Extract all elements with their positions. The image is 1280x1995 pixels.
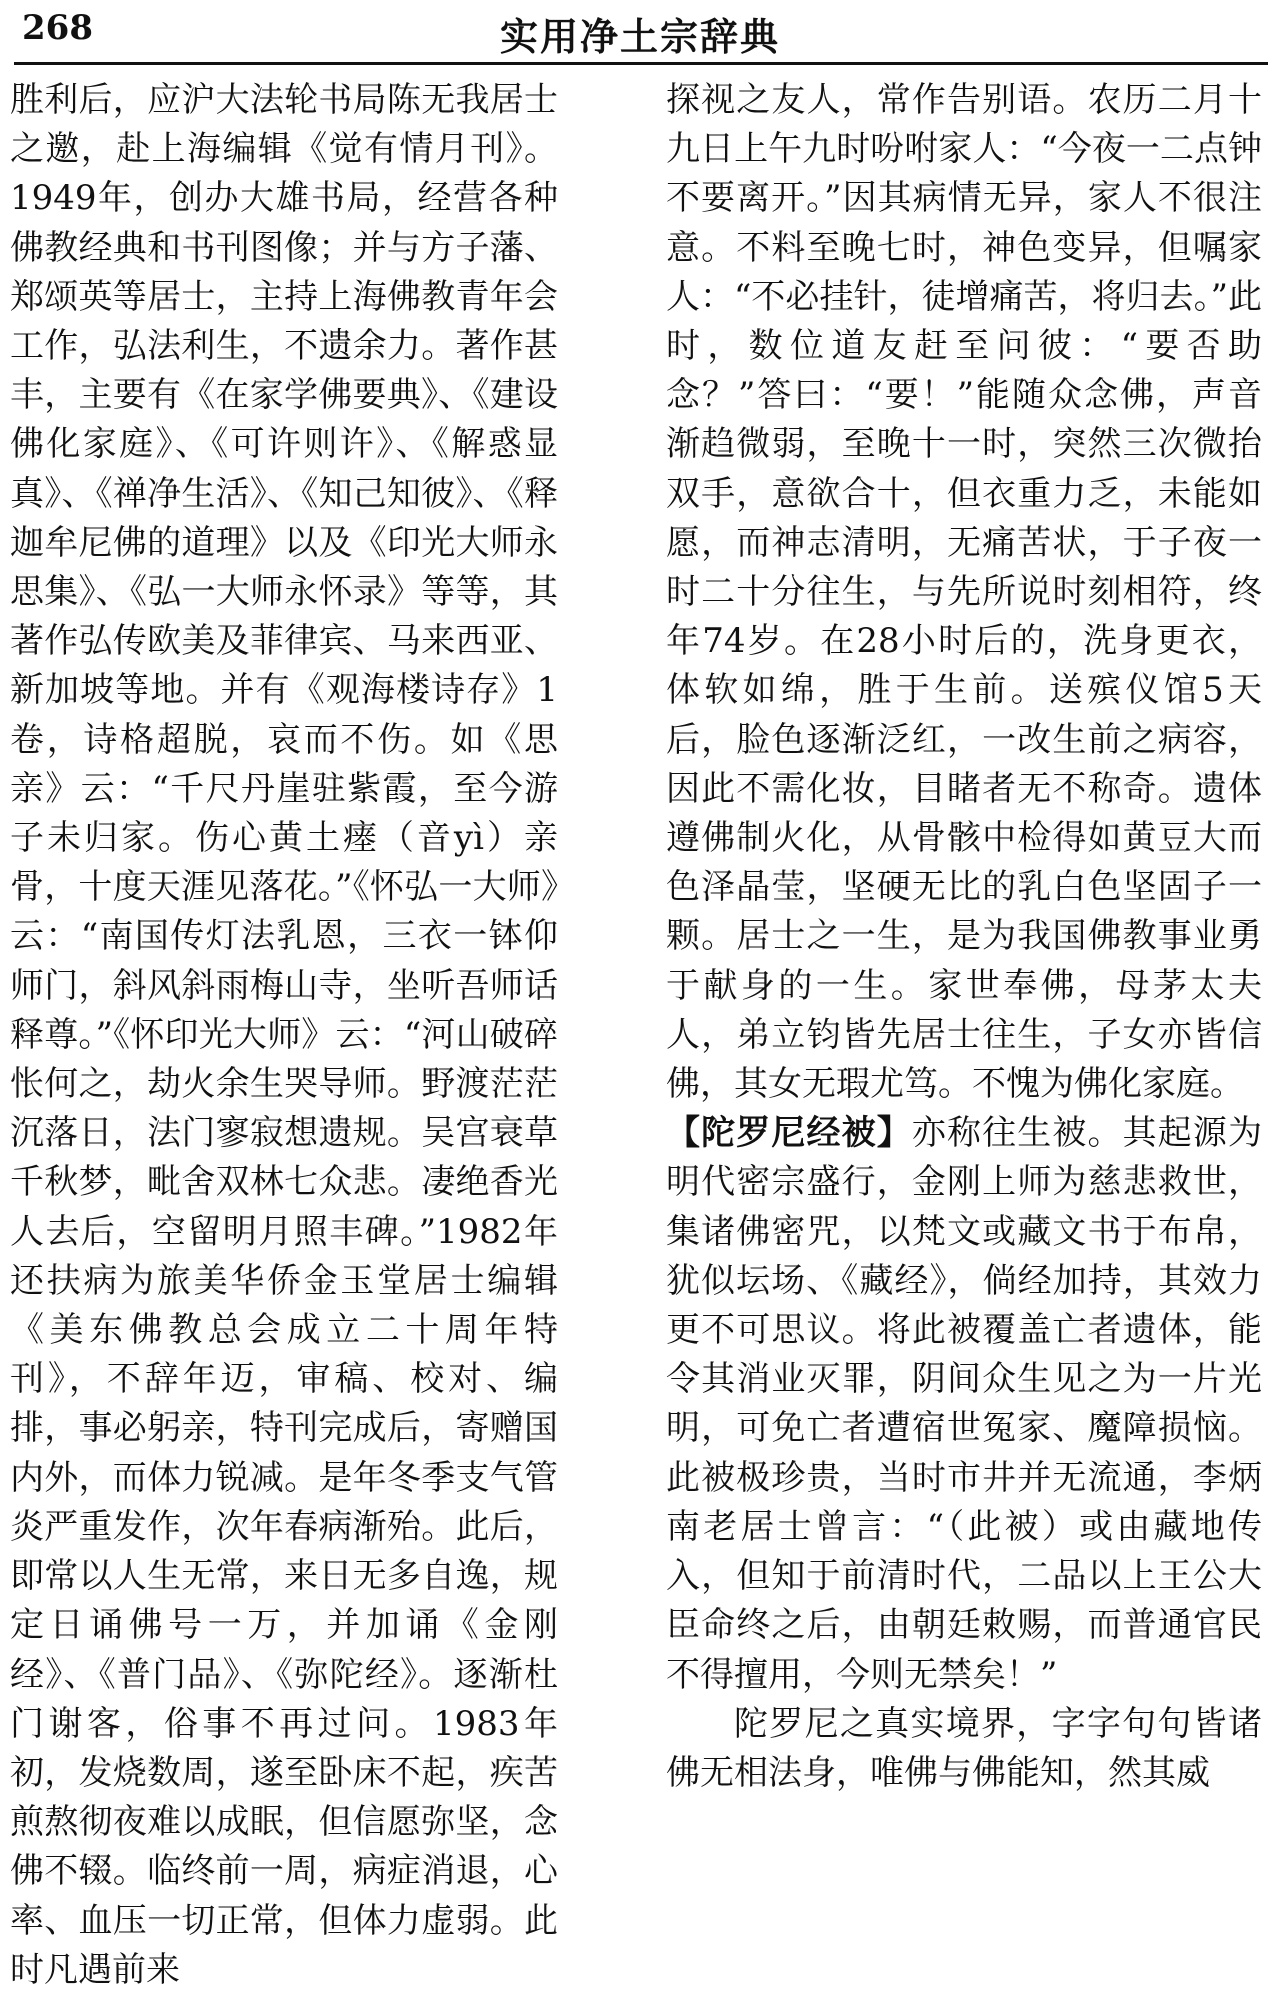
dictionary-entry (666, 1109, 1262, 1699)
header-rule (14, 62, 1268, 65)
left-column (10, 76, 558, 1990)
page-header (0, 0, 1280, 80)
left-column-text: 胜利后，应沪大法轮书局陈无我居士之邀，赴上海编辑《觉有情月刊》。1949年，创办大雄书局，经营各种佛教经典和书刊图像；并与方子藩、郑颂英等居士，主持上海佛教青年会工作，弘法利生，不遗余力。著作甚丰，主要有《在家学佛要典》、《建设佛化家庭》、《可许则许》、《解惑显真》、《禅净生活》、《知己知彼》、《释迦牟尼佛的道理》以及《印光大师永思集》、《弘一大师永怀录》等等，其著作弘传欧美及菲律宾、马来西亚、新加坡等地。并有《观海楼诗存》1卷，诗格超脱，哀而不伤。如《思亲》云：“千尺丹崖驻紫霞，至今游子未归家。伤心黄土瘗（音yì）亲骨，十度天涯见落花。”《怀弘一大师》云：“南国传灯法乳恩，三衣一钵仰师门，斜风斜雨梅山寺，坐听吾师话释尊。”《怀印光大师》云：“河山破碎怅何之，劫火余生哭导师。野渡茫茫沉落日，法门寥寂想遗规。吴宫衰草千秋梦，毗舍双林七众悲。凄绝香光人去后，空留明月照丰碑。”1982年还扶病为旅美华侨金玉堂居士编辑《美东佛教总会成立二十周年特刊》，不辞年迈，审稿、校对、编排，事必躬亲，特刊完成后，寄赠国内外，而体力锐减。是年冬季支气管炎严重发作，次年春病渐殆。此后，即常以人生无常，来日无多自逸，规定日诵佛号一万，并加诵《金刚经》、《普门品》、《弥陀经》。逐渐杜门谢客，俗事不再过问。1983年初，发烧数周，遂至卧床不起，疾苦煎熬彻夜难以成眠，但信愿弥坚，念佛不辍。临终前一周，病症消退，心率、血压一切正常，但体力虚弱。此时凡遇前来 (10, 80, 558, 1990)
right-paragraph-1: 探视之友人，常作告别语。农历二月十九日上午九时吩咐家人：“今夜一二点钟不要离开。”因其病情无异，家人不很注意。不料至晚七时，神色变异，但嘱家人：“不必挂针，徒增痛苦，将归去。”此时，数位道友赶至问彼：“要否助念？”答曰：“要！”能随众念佛，声音渐趋微弱，至晚十一时，突然三次微抬双手，意欲合十，但衣重力乏，未能如愿，而神志清明，无痛苦状，于子夜一时二十分往生，与先所说时刻相符，终年74岁。在28小时后的，洗身更衣，体软如绵，胜于生前。送殡仪馆5天后，脸色逐渐泛红，一改生前之病容，因此不需化妆，目睹者无不称奇。遗体遵佛制火化，从骨骸中检得如黄豆大而色泽晶莹，坚硬无比的乳白色坚固子一颗。居士之一生，是为我国佛教事业勇于献身的一生。家世奉佛，母茅太夫人，弟立钧皆先居士往生，子女亦皆信佛，其女无瑕尤笃。不愧为佛化家庭。 (666, 80, 1262, 1105)
right-column (666, 76, 1262, 1936)
entry-term: 【陀罗尼经被】 (666, 1113, 912, 1154)
right-paragraph-3: 陀罗尼之真实境界，字字句句皆诸佛无相法身，唯佛与佛能知，然其威 (666, 1703, 1262, 1793)
running-title: 实用净土宗辞典 (499, 14, 780, 59)
entry-text: 亦称往生被。其起源为明代密宗盛行，金刚上师为慈悲救世，集诸佛密咒，以梵文或藏文书于布帛，犹似坛场、《藏经》，倘经加持，其效力更不可思议。将此被覆盖亡者遗体，能令其消业灭罪，阴间众生见之为一片光明，可免亡者遭宿世冤家、魔障损恼。此被极珍贵，当时市井并无流通，李炳南老居士曾言：“（此被）或由藏地传入，但知于前清时代，二品以上王公大臣命终之后，由朝廷敕赐，而普通官民不得擅用，今则无禁矣！” (666, 1113, 1262, 1695)
page-number: 268 (22, 8, 93, 48)
